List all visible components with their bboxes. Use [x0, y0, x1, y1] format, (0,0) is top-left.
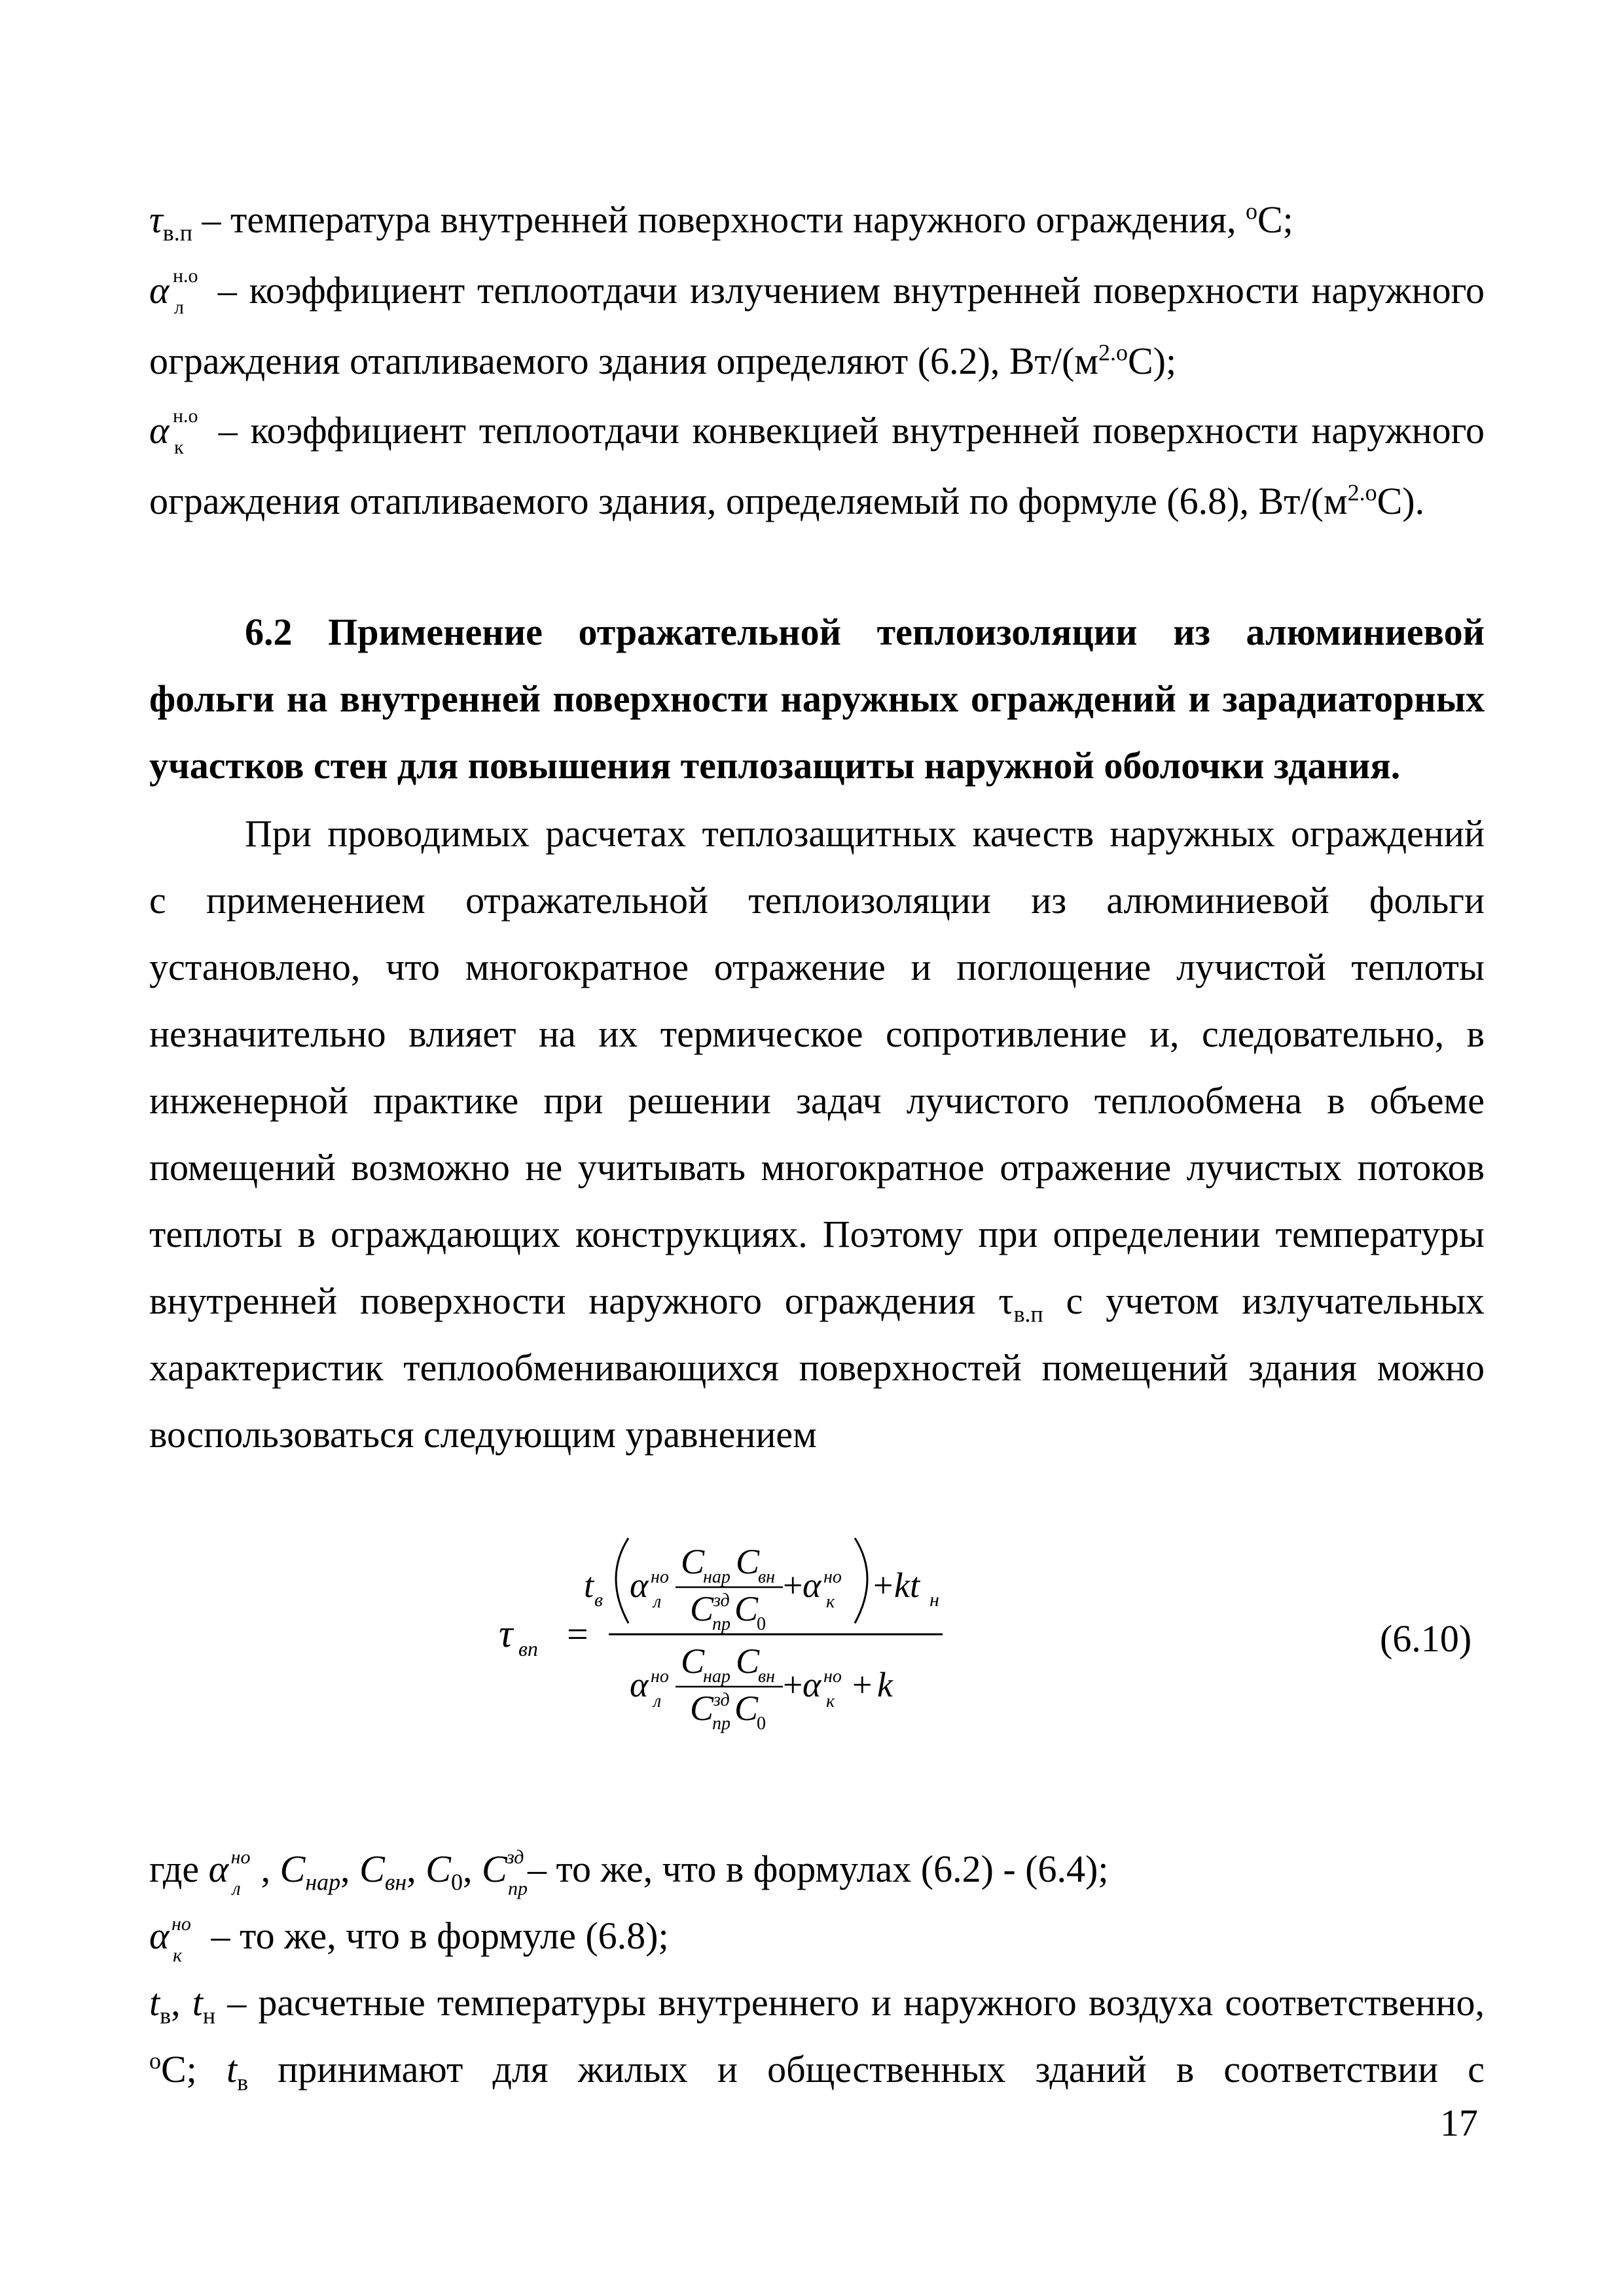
where-cpr: C зд пр [481, 1846, 528, 1899]
unit-text: С); [1127, 340, 1177, 382]
num-kt: kt [894, 1566, 920, 1605]
where-alpha-k: α но к [149, 1913, 191, 1966]
definition-text: – коэффициент теплоотдачи конвекцией внутренней поверхности наружного [206, 409, 1485, 452]
definition-text: ограждения отапливаемого здания, определяемый по формуле (6.8), Вт/(м [149, 480, 1348, 522]
body-line-3: установлено, что многократное отражение и поглощение лучистой теплоты [149, 946, 1485, 988]
body-line-4: незначительно влияет на их термическое сопротивление и, следовательно, в [149, 1013, 1485, 1055]
num-c2: C [736, 1542, 760, 1581]
den-alpha-k: α [803, 1665, 821, 1704]
num-alpha-l-sub: л [653, 1592, 662, 1612]
num-c1-sub: нар [703, 1567, 731, 1587]
num-cpr-sup: зд [713, 1590, 730, 1611]
tau-subscript: в.п [162, 219, 192, 246]
page-number: 17 [1440, 2102, 1478, 2144]
den-cpr-sub: пр [712, 1713, 731, 1734]
section-heading-line-1: 6.2 Применение отражательной теплоизоляции из алюминиевой [245, 611, 1485, 653]
where-alpha-l: α но л [208, 1846, 251, 1899]
num-plus-2: + [873, 1566, 893, 1605]
body-line-5: инженерной практике при решении задач лучистого теплообмена в объеме [149, 1079, 1485, 1122]
den-alpha-l-sup: но [651, 1666, 669, 1687]
body-line-6: помещений возможно не учитывать многократное отражение лучистых потоков [149, 1146, 1485, 1189]
den-alpha-k-sup: но [823, 1666, 842, 1687]
num-alpha-k: α [803, 1566, 821, 1605]
num-c2-sub: вн [758, 1567, 776, 1587]
where-line-4: $^о$С; $t_в$ принимают для жилых и общественных зданий в соответствии с [149, 2047, 1485, 2096]
definition-alpha-conv [149, 405, 1485, 458]
num-t: t [584, 1566, 594, 1605]
num-alpha-k-sup: но [823, 1567, 842, 1587]
body-line-1: При проводимых расчетах теплозащитных качеств наружных ограждений [245, 812, 1485, 855]
body-line-2: с применением отражательной теплоизоляции из алюминиевой фольги [149, 879, 1485, 922]
definition-alpha-rad [149, 265, 1485, 318]
definition-text: – температура внутренней поверхности наружного ограждения, [192, 198, 1246, 241]
tau-symbol: τ [149, 198, 163, 241]
den-alpha-l: α [630, 1665, 649, 1704]
alpha-rad-symbol: α н.о л [149, 265, 198, 318]
definition-alpha-rad-cont [149, 338, 1485, 385]
den-cpr-sup: зд [713, 1690, 730, 1710]
den-k: k [877, 1665, 893, 1704]
body-line-9: характеристик теплообменивающихся поверхностей помещений здания можно [149, 1346, 1485, 1389]
formula-equals: = [567, 1613, 588, 1655]
definition-alpha-conv-cont [149, 478, 1485, 525]
num-alpha-k-sub: к [826, 1592, 835, 1612]
den-c1-sub: нар [703, 1666, 731, 1687]
num-c0: C [734, 1589, 759, 1628]
unit-text: С; [1257, 198, 1293, 241]
num-kt-sub: н [929, 1589, 939, 1611]
num-right-paren [855, 1538, 867, 1623]
num-c0-sub: 0 [757, 1614, 766, 1634]
section-heading-line-3: участков стен для повышения теплозащиты наружной оболочки здания. [149, 744, 1401, 787]
num-cpr-sub: пр [712, 1614, 731, 1634]
formula-lhs: τ [499, 1612, 513, 1655]
definition-text: – коэффициент теплоотдачи излучением внутренней поверхности наружного [206, 269, 1485, 312]
num-alpha-l-sup: но [651, 1567, 669, 1587]
num-cpr: C [690, 1589, 714, 1628]
degree-mark: о [1245, 198, 1257, 224]
alpha-conv-symbol: α н.о к [149, 405, 198, 458]
unit-superscript: 2.о [1347, 479, 1377, 506]
body-line-8: внутренней поверхности наружного ограждения $\tau_{в.п}$ с учетом излучательных [149, 1280, 1485, 1327]
unit-text: С). [1377, 480, 1425, 522]
definition-tau [149, 196, 1485, 246]
definition-text: ограждения отапливаемого здания определяют (6.2), Вт/(м [149, 340, 1099, 382]
den-c0-sub: 0 [757, 1713, 766, 1734]
section-heading-line-2: фольги на внутренней поверхности наружных ограждений и зарадиаторных [149, 677, 1485, 720]
num-plus-1: + [783, 1566, 803, 1605]
formula-lhs-sub: вп [518, 1637, 538, 1660]
where-line-2: α но к – то же, что в формуле (6.8); [149, 1913, 669, 1966]
formula-number: (6.10) [1380, 1617, 1472, 1660]
body-line-7: теплоты в ограждающих конструкциях. Поэтому при определении температуры [149, 1213, 1485, 1255]
unit-superscript: 2.о [1098, 339, 1128, 366]
num-alpha-l: α [630, 1566, 649, 1605]
den-c1: C [681, 1641, 705, 1681]
den-c0: C [734, 1689, 759, 1728]
body-line-10: воспользоваться следующим уравнением [149, 1413, 817, 1456]
den-c2-sub: вн [758, 1666, 776, 1687]
den-alpha-l-sub: л [653, 1691, 662, 1712]
den-alpha-k-sub: к [826, 1691, 835, 1712]
num-left-paren [616, 1538, 628, 1623]
num-t-sub: в [594, 1589, 604, 1611]
den-cpr: C [690, 1689, 714, 1728]
where-line-3: $t_в$, $t_н$ – расчетные температуры внутреннего и наружного воздуха соответственно, [149, 1981, 1485, 2029]
where-line-1: где α но л , $C_{нар}$, $C_{вн}$, $C_0$, C зд пр – то же, что в формулах (6.2) - (6.4); [149, 1846, 1109, 1899]
den-plus-2: + [852, 1665, 873, 1704]
den-plus-1: + [783, 1665, 803, 1704]
num-c1: C [681, 1542, 705, 1581]
den-c2: C [736, 1641, 760, 1681]
